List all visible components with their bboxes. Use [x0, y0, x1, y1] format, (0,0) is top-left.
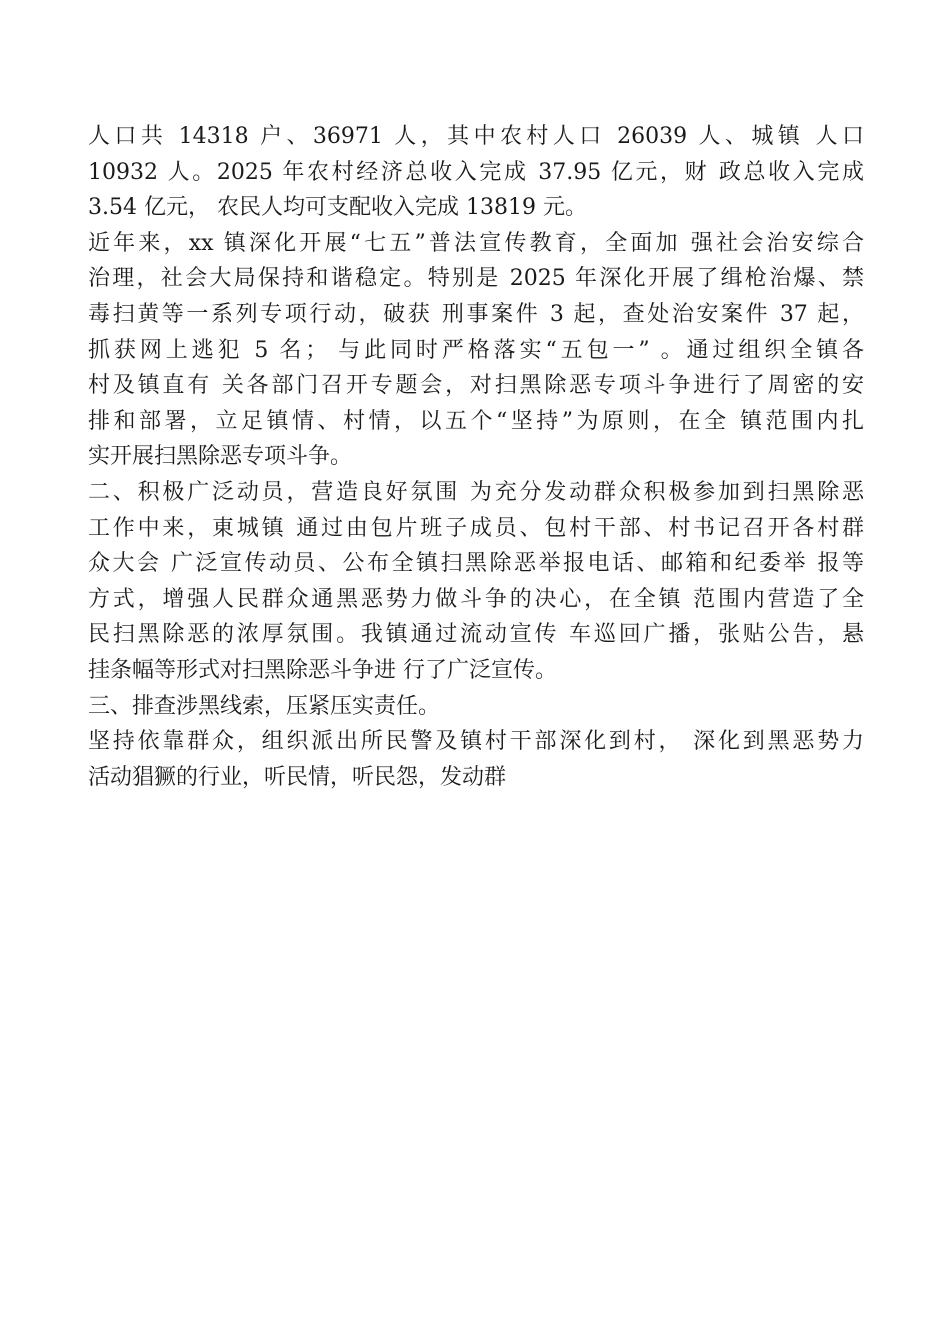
text-line: 活动猖獗的行业，听民情，听民怨，发动群 — [88, 764, 507, 790]
text-line: 实开展扫黑除恶专项斗争。 — [88, 444, 353, 470]
text-line: 3.54 亿元， 农民人均可支配收入完成 13819 元。 — [88, 195, 587, 221]
text-line: 村及镇直有 关各部门召开专题会，对扫黑除恶专项斗争进行了周密的安 — [88, 373, 864, 399]
text-line: 抓获网上逃犯 5 名； 与此同时严格落实“五包一” 。通过组织全镇各 — [88, 337, 864, 363]
text-line: 人口共 14318 户、36971 人，其中农村人口 26039 人、城镇 人口 — [88, 124, 864, 149]
text-line: 治理，社会大局保持和谐稳定。特别是 2025 年深化开展了缉枪治爆、禁 — [88, 266, 864, 292]
text-line: 毒扫黄等一系列专项行动，破获 刑事案件 3 起，查处治安案件 37 起， — [88, 301, 864, 327]
text-line: 众大会 广泛宣传动员、公布全镇扫黑除恶举报电话、邮箱和纪委举 报等 — [88, 551, 864, 577]
text-line: 二、积极广泛动员，营造良好氛围 为充分发动群众积极参加到扫黑除恶 — [88, 479, 864, 505]
text-line: 近年来，xx 镇深化开展“七五”普法宣传教育，全面加 强社会治安综合 — [88, 230, 864, 256]
text-line: 工作中来，東城镇 通过由包片班子成员、包村干部、村书记召开各村群 — [88, 515, 864, 541]
text-line: 方式，增强人民群众通黑恶势力做斗争的决心，在全镇 范围内营造了全 — [88, 586, 864, 612]
text-line: 坚持依靠群众，组织派出所民警及镇村干部深化到村， 深化到黑恶势力 — [88, 729, 864, 755]
document-body — [88, 119, 864, 795]
text-line: 挂条幅等形式对扫黑除恶斗争进 行了广泛宣传。 — [88, 657, 557, 683]
text-line: 民扫黑除恶的浓厚氛围。我镇通过流动宣传 车巡回广播，张贴公告，悬 — [88, 622, 864, 648]
section-heading: 三、排查涉黑线索，压紧压实责任。 — [88, 693, 441, 719]
text-line: 排和部署，立足镇情、村情，以五个“坚持”为原则，在全 镇范围内扎 — [88, 408, 864, 434]
text-line: 10932 人。2025 年农村经济总收入完成 37.95 亿元，财 政总收入完成 — [88, 159, 864, 185]
